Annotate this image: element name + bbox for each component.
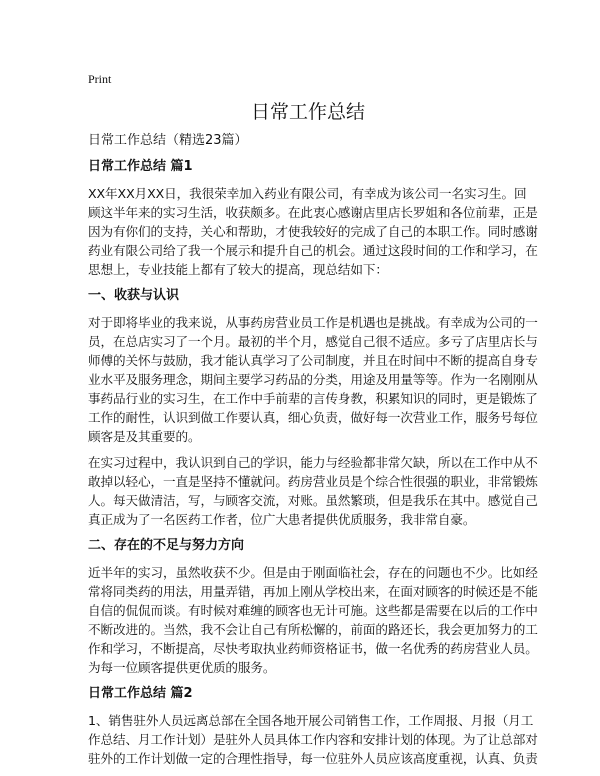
paragraph-line: 师傅的关怀与鼓励，我才能认真学习了公司制度，并且在时间中不断的提高自身专 (88, 353, 538, 368)
paragraph (88, 313, 538, 446)
paragraph-line: 业水平及服务理念，期间主要学习药品的分类，用途及用量等等。作为一名刚刚从 (88, 372, 538, 387)
paragraph-line: XX年XX月XX日，我很荣幸加入药业有限公司，有幸成为该公司一名实习生。回 (88, 186, 527, 201)
paragraph-line: 在实习过程中，我认识到自己的学识，能力与经验都非常欠缺，所以在工作中从不 (88, 455, 538, 470)
paragraph-line: 为每一位顾客提供更优质的服务。 (88, 660, 276, 675)
paragraph-line: 1、销售驻外人员远离总部在全国各地开展公司销售工作，工作周报、月报（月工 (88, 713, 534, 728)
print-label[interactable]: Print (88, 72, 112, 86)
paragraph-line: 顾这半年来的实习生活，收获颇多。在此衷心感谢店里店长罗姐和各位前辈，正是 (88, 205, 538, 220)
paragraph-line: 敢掉以轻心，一直是坚持不懂就问。药房营业员是个综合性很强的职业，非常锻炼 (88, 474, 538, 489)
paragraph-line: 药业有限公司给了我一个展示和提升自己的机会。通过这段时间的工作和学习，在 (88, 243, 538, 258)
paragraph (88, 711, 538, 768)
paragraph-line: 不断改进的。当然，我不会让自己有所松懈的，前面的路还长，我会更加努力的工 (88, 622, 538, 637)
paragraph (88, 184, 538, 279)
paragraph-line: 事药品行业的实习生，在工作中手前辈的言传身教，积累知识的同时，更是锻炼了 (88, 391, 538, 406)
paragraph-line: 工作的耐性，认识到做工作要认真，细心负责，做好每一次营业工作，服务号每位 (88, 410, 538, 425)
paragraph-line: 驻外的工作计划做一定的合理性指导，每一位驻外人员应该高度重视，认真、负责 (88, 751, 538, 766)
paragraph-line: 因为有你们的支持，关心和帮助，才使我较好的完成了自己的本职工作。同时感谢 (88, 224, 538, 239)
paragraph-line: 作和学习，不断提高，尽快考取执业药师资格证书，做一名优秀的药房营业人员。 (88, 641, 538, 656)
section-heading: 日常工作总结 篇2 (88, 686, 193, 701)
paragraph-line: 顾客是及其重要的。 (88, 429, 201, 444)
paragraph-line: 思想上，专业技能上都有了较大的提高，现总结如下： (88, 262, 388, 277)
paragraph (88, 563, 538, 677)
paragraph-line: 人。每天做清洁，写，与顾客交流，对账。虽然繁琐，但是我乐在其中。感觉自己 (88, 493, 538, 508)
document-title: 日常工作总结 (250, 101, 365, 123)
paragraph-line: 近半年的实习，虽然收获不少。但是由于刚面临社会，存在的问题也不少。比如经 (88, 565, 538, 580)
paragraph-line: 常将同类药的用法，用量弄错，再加上刚从学校出来，在面对顾客的时候还是不能 (88, 584, 538, 599)
paragraph-line: 真正成为了一名医药工作者，位广大患者提供优质服务，我非常自豪。 (88, 512, 476, 527)
paragraph-line: 自信的侃侃而谈。有时候对难缠的顾客也无计可施。这些都是需要在以后的工作中 (88, 603, 538, 618)
section-heading: 日常工作总结 篇1 (88, 159, 193, 174)
document-page (88, 70, 538, 775)
paragraph-line: 作总结、月工作计划）是驻外人员具体工作内容和安排计划的体现。为了让总部对 (88, 732, 538, 747)
paragraph-line: 员，在总店实习了一个月。最初的半个月，感觉自己很不适应。多亏了店里店长与 (88, 334, 538, 349)
document-subtitle: 日常工作总结（精选23篇） (88, 133, 248, 148)
section-heading: 二、存在的不足与努力方向 (88, 538, 245, 553)
section-heading: 一、收获与认识 (88, 288, 180, 303)
paragraph (88, 453, 538, 529)
paragraph-line: 对于即将毕业的我来说，从事药房营业员工作是机遇也是挑战。有幸成为公司的一 (88, 315, 538, 330)
